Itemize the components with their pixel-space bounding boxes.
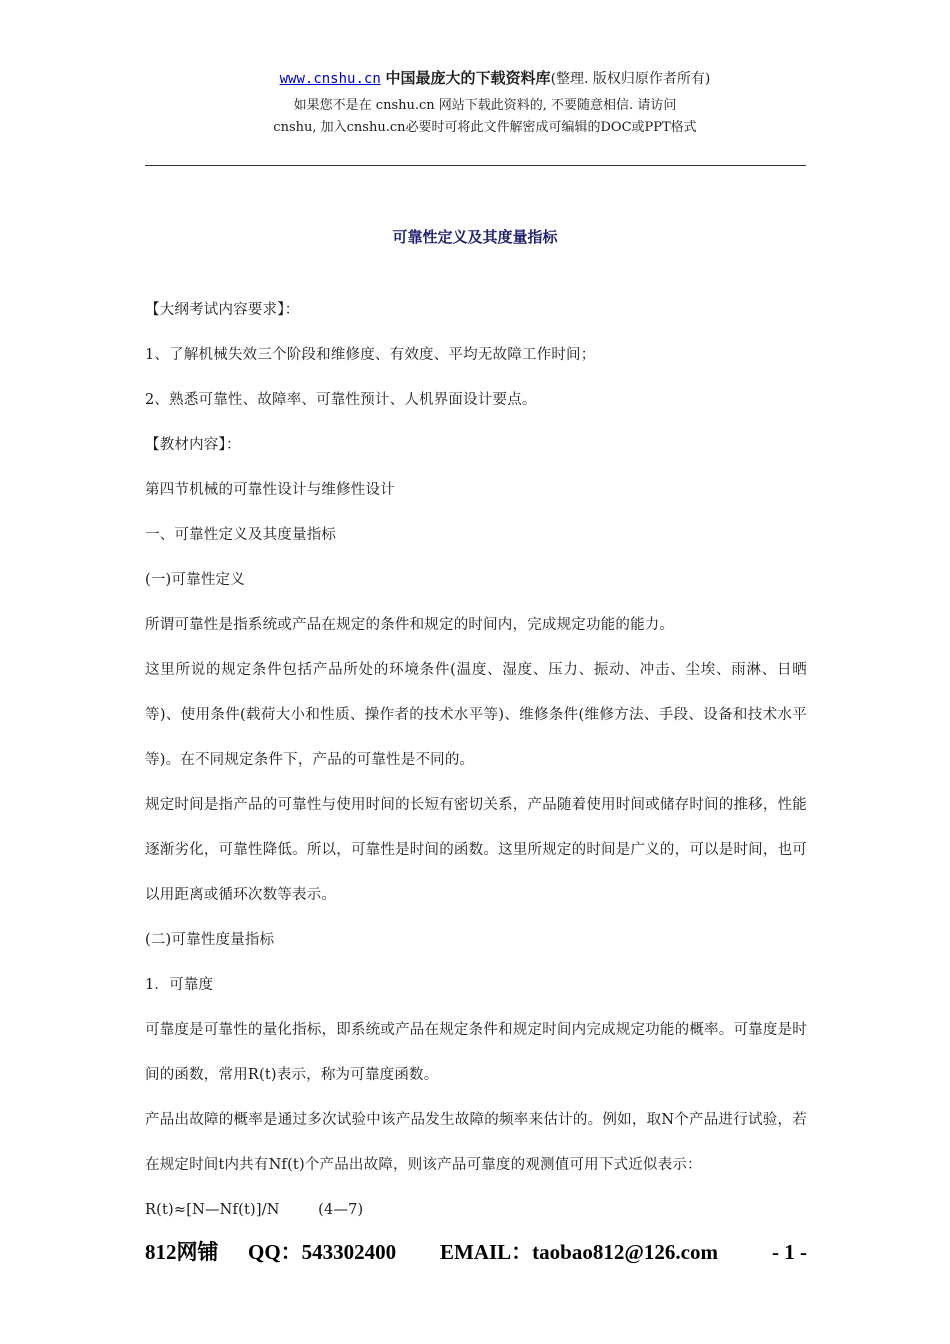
paragraph: 1、了解机械失效三个阶段和维修度、有效度、平均无故障工作时间； <box>145 347 596 363</box>
footer-email: EMAIL：taobao812@126.com <box>440 1240 718 1264</box>
notice-line-2: cnshu, 加入cnshu.cn必要时可将此文件解密成可编辑的DOC或PPT格式 <box>273 120 697 135</box>
paragraph: 规定时间是指产品的可靠性与使用时间的长短有密切关系，产品随着使用时间或储存时间的推移，性能逐渐劣化，可靠性降低。所以，可靠性是时间的函数。这里所规定的时间是广义的，可以是时间，也可以用距离或循环次数等表示。 <box>145 797 807 903</box>
paragraph: 这里所说的规定条件包括产品所处的环境条件(温度、湿度、压力、振动、冲击、尘埃、雨淋、日晒等)、使用条件(载荷大小和性质、操作者的技术水平等)、维修条件(维修方法、手段、设备和技术水平等)。在不同规定条件下，产品的可靠性是不同的。 <box>145 662 807 768</box>
paragraph: 所谓可靠性是指系统或产品在规定的条件和规定的时间内，完成规定功能的能力。 <box>145 617 675 633</box>
section-heading: 一、可靠性定义及其度量指标 <box>145 527 337 543</box>
paragraph: 2、熟悉可靠性、故障率、可靠性预计、人机界面设计要点。 <box>145 392 537 408</box>
paragraph: 产品出故障的概率是通过多次试验中该产品发生故障的频率来估计的。例如，取N个产品进行试验，若在规定时间t内共有Nf(t)个产品出故障，则该产品可靠度的观测值可用下式近似表示： <box>145 1112 807 1173</box>
copyright-text: (整理. 版权归原作者所有) <box>550 71 711 87</box>
page-number: - 1 - <box>772 1240 807 1264</box>
document-body <box>145 288 807 1233</box>
section-heading: 第四节机械的可靠性设计与维修性设计 <box>145 482 395 498</box>
header-line-primary <box>145 68 805 89</box>
formula: R(t)≈[N—Nf(t)]/N (4—7) <box>145 1202 364 1218</box>
page-footer <box>145 1236 807 1266</box>
page-header <box>145 68 805 139</box>
site-link[interactable]: www.cnshu.cn <box>279 71 381 87</box>
footer-qq: QQ：543302400 <box>248 1240 397 1264</box>
subsection-heading: (二)可靠性度量指标 <box>145 932 275 948</box>
library-text: 中国最庞大的下载资料库 <box>385 69 551 87</box>
paragraph: 【大纲考试内容要求】： <box>145 302 300 318</box>
header-notice <box>145 95 805 139</box>
notice-line-1: 如果您不是在 cnshu.cn 网站下载此资料的, 不要随意相信. 请访问 <box>293 98 677 113</box>
footer-shop: 812网铺 <box>145 1240 219 1264</box>
paragraph: 可靠度是可靠性的量化指标，即系统或产品在规定条件和规定时间内完成规定功能的概率。可靠度是时间的函数，常用R(t)表示，称为可靠度函数。 <box>145 1022 807 1083</box>
document-title: 可靠性定义及其度量指标 <box>392 228 558 246</box>
subsection-heading: (一)可靠性定义 <box>145 572 245 588</box>
paragraph: 【教材内容】： <box>145 437 241 453</box>
header-divider <box>145 165 806 166</box>
subsection-heading: 1．可靠度 <box>145 977 214 993</box>
